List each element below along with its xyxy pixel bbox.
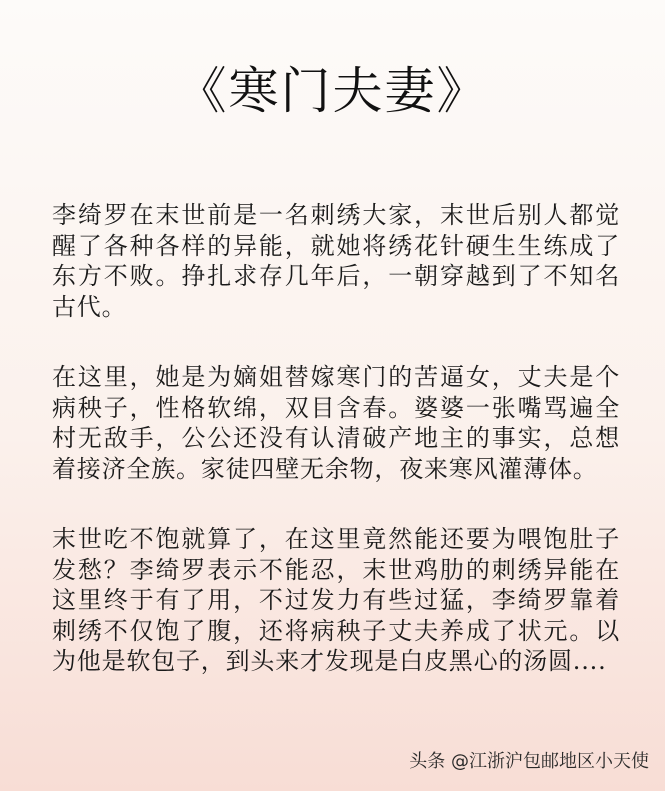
page-title: 《寒门夫妻》 (176, 62, 489, 120)
watermark: 头条 @江浙沪包邮地区小天使 (409, 751, 649, 772)
article-body (52, 200, 620, 717)
paragraph-2: 在这里，她是为嫡姐替嫁寒门的苦逼女，丈夫是个病秧子，性格软绵，双目含春。婆婆一张嘴骂遍全村无敌手，公公还没有认清破产地主的事实，总想着接济全族。家徒四壁无余物，夜来寒风灌薄体。 (52, 363, 620, 483)
paragraph-1: 李绮罗在末世前是一名刺绣大家，末世后别人都觉醒了各种各样的异能，就她将绣花针硬生生练成了东方不败。挣扎求存几年后，一朝穿越到了不知名古代。 (52, 201, 620, 321)
paragraph-3: 末世吃不饱就算了，在这里竟然能还要为喂饱肚子发愁？李绮罗表示不能忍，末世鸡肋的刺绣异能在这里终于有了用，不过发力有些过猛，李绮罗靠着刺绣不仅饱了腹，还将病秧子丈夫养成了状元。以为他是软包子，到头来才发现是白皮黑心的汤圆.... (52, 525, 620, 675)
